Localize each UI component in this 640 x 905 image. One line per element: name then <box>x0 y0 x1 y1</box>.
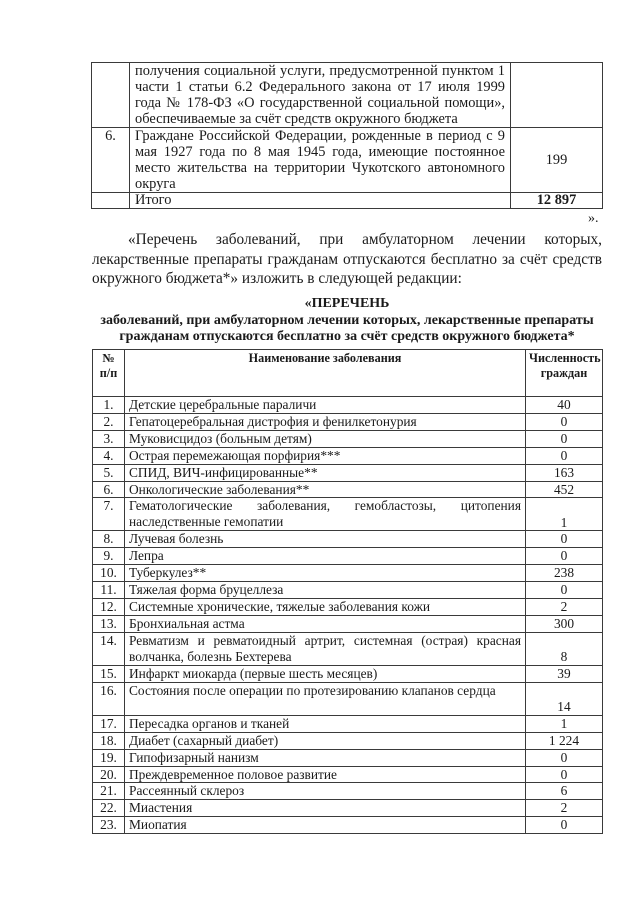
total-label: Итого <box>130 193 511 209</box>
disease-name: Лепра <box>125 548 526 565</box>
table-row <box>92 128 603 193</box>
citizen-count: 39 <box>526 665 603 682</box>
row-number: 22. <box>93 800 125 817</box>
header-citizen-count: Численность граждан <box>526 350 603 397</box>
row-number: 10. <box>93 565 125 582</box>
row-number: 5. <box>93 464 125 481</box>
table-row <box>93 783 603 800</box>
disease-name: Тяжелая форма бруцеллеза <box>125 582 526 599</box>
row-number: 14. <box>93 632 125 665</box>
list-title: «ПЕРЕЧЕНЬ <box>304 296 390 311</box>
table-row <box>93 599 603 616</box>
list-subtitle-line2: гражданам отпускаются бесплатно за счёт средств окружного бюджета* <box>119 329 575 344</box>
row-number: 4. <box>93 447 125 464</box>
citizen-count: 0 <box>526 548 603 565</box>
table-row <box>93 800 603 817</box>
table-row <box>93 498 603 531</box>
total-number-cell <box>92 193 130 209</box>
citizen-count: 0 <box>526 749 603 766</box>
list-subtitle-line1: заболеваний, при амбулаторном лечении которых, лекарственные препараты <box>100 313 594 328</box>
row-number: 8. <box>93 531 125 548</box>
disease-name: Муковисцидоз (больным детям) <box>125 430 526 447</box>
table-row <box>93 548 603 565</box>
closing-quote: ». <box>588 211 599 226</box>
paragraph-text: «Перечень заболеваний, при амбулаторном лечении которых, лекарственные препараты гражданам отпускаются бесплатно за счёт средств окружного бюджета*» изложить в следующей редакции: <box>92 231 602 288</box>
row-number: 20. <box>93 766 125 783</box>
disease-name: СПИД, ВИЧ-инфицированные** <box>125 464 526 481</box>
table-row <box>93 397 603 414</box>
table-row <box>93 817 603 834</box>
table-row <box>93 682 603 715</box>
row-value: 199 <box>511 128 603 193</box>
citizen-count: 14 <box>526 682 603 715</box>
table-row <box>93 732 603 749</box>
row-value <box>511 63 603 128</box>
table-row <box>93 766 603 783</box>
disease-name: Туберкулез** <box>125 565 526 582</box>
disease-name: Ревматизм и ревматоидный артрит, системная (острая) красная волчанка, болезнь Бехтерева <box>125 632 526 665</box>
disease-name: Состояния после операции по протезированию клапанов сердца <box>125 682 526 715</box>
row-number: 7. <box>93 498 125 531</box>
table-row <box>93 582 603 599</box>
table-row <box>93 615 603 632</box>
table-row <box>92 63 603 128</box>
disease-name: Миастения <box>125 800 526 817</box>
citizen-count: 0 <box>526 817 603 834</box>
diseases-table <box>92 349 603 834</box>
citizen-count: 0 <box>526 447 603 464</box>
table-header-row <box>93 350 603 397</box>
row-number: 18. <box>93 732 125 749</box>
citizen-count: 2 <box>526 599 603 616</box>
citizen-count: 0 <box>526 531 603 548</box>
citizen-count: 452 <box>526 481 603 498</box>
citizen-count: 0 <box>526 430 603 447</box>
disease-name: Бронхиальная астма <box>125 615 526 632</box>
row-number: 6. <box>93 481 125 498</box>
row-number: 15. <box>93 665 125 682</box>
disease-name: Гематологические заболевания, гемобластозы, цитопения наследственные гемопатии <box>125 498 526 531</box>
citizen-count: 6 <box>526 783 603 800</box>
citizen-count: 0 <box>526 413 603 430</box>
row-number: 1. <box>93 397 125 414</box>
total-value: 12 897 <box>511 193 603 209</box>
row-description: Граждане Российской Федерации, рожденные в период с 9 мая 1927 года по 8 мая 1945 года, имеющие постоянное место жительства на территории Чукотского автономного округа <box>130 128 511 193</box>
disease-name: Рассеянный склероз <box>125 783 526 800</box>
row-number: 2. <box>93 413 125 430</box>
table-row <box>93 565 603 582</box>
row-number: 9. <box>93 548 125 565</box>
citizen-count: 1 224 <box>526 732 603 749</box>
table-row <box>93 749 603 766</box>
diseases-table-body <box>93 397 603 834</box>
row-number: 11. <box>93 582 125 599</box>
citizen-count: 238 <box>526 565 603 582</box>
table-row <box>93 413 603 430</box>
citizen-count: 0 <box>526 766 603 783</box>
row-number: 6. <box>92 128 130 193</box>
citizen-count: 1 <box>526 498 603 531</box>
row-number: 3. <box>93 430 125 447</box>
disease-name: Инфаркт миокарда (первые шесть месяцев) <box>125 665 526 682</box>
citizen-count: 40 <box>526 397 603 414</box>
disease-name: Онкологические заболевания** <box>125 481 526 498</box>
table-row <box>93 447 603 464</box>
header-disease-name: Наименование заболевания <box>125 350 526 397</box>
amendment-paragraph <box>92 230 602 289</box>
table-row <box>93 632 603 665</box>
row-number: 23. <box>93 817 125 834</box>
disease-name: Лучевая болезнь <box>125 531 526 548</box>
disease-name: Миопатия <box>125 817 526 834</box>
beneficiaries-table <box>91 62 603 209</box>
row-number: 19. <box>93 749 125 766</box>
disease-name: Диабет (сахарный диабет) <box>125 732 526 749</box>
citizen-count: 300 <box>526 615 603 632</box>
disease-name: Пересадка органов и тканей <box>125 715 526 732</box>
table-row <box>93 531 603 548</box>
row-description: получения социальной услуги, предусмотренной пунктом 1 части 1 статьи 6.2 Федерального закона от 17 июля 1999 года № 178-ФЗ «О государственной социальной помощи», обеспечиваемые за счёт средств окружного бюджета <box>130 63 511 128</box>
table-row <box>93 430 603 447</box>
disease-name: Гепатоцеребральная дистрофия и фенилкетонурия <box>125 413 526 430</box>
citizen-count: 1 <box>526 715 603 732</box>
disease-name: Гипофизарный нанизм <box>125 749 526 766</box>
disease-name: Острая перемежающая порфирия*** <box>125 447 526 464</box>
table-row <box>93 481 603 498</box>
total-row <box>92 193 603 209</box>
row-number: 21. <box>93 783 125 800</box>
citizen-count: 0 <box>526 582 603 599</box>
row-number: 13. <box>93 615 125 632</box>
disease-name: Преждевременное половое развитие <box>125 766 526 783</box>
citizen-count: 2 <box>526 800 603 817</box>
header-number: № п/п <box>93 350 125 397</box>
row-number: 17. <box>93 715 125 732</box>
disease-name: Детские церебральные параличи <box>125 397 526 414</box>
disease-name: Системные хронические, тяжелые заболевания кожи <box>125 599 526 616</box>
table-row <box>93 715 603 732</box>
table-row <box>93 665 603 682</box>
table-row <box>93 464 603 481</box>
row-number: 12. <box>93 599 125 616</box>
citizen-count: 163 <box>526 464 603 481</box>
row-number <box>92 63 130 128</box>
citizen-count: 8 <box>526 632 603 665</box>
row-number: 16. <box>93 682 125 715</box>
